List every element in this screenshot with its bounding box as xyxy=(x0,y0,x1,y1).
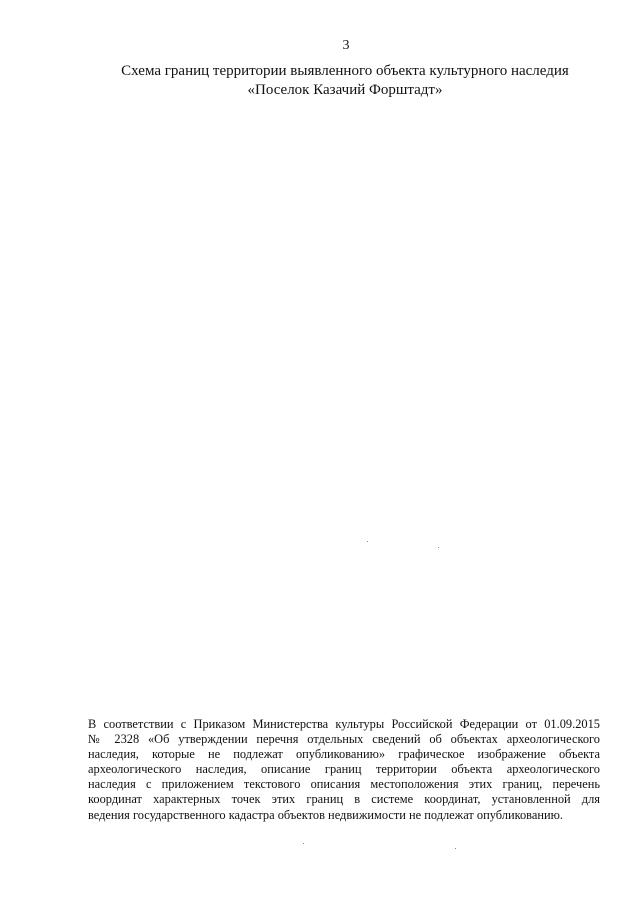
title-line-1: Схема границ территории выявленного объекта культурного наследия xyxy=(121,63,569,79)
notice-line-3: наследия, которые не подлежат опубликованию» графическое изображение объекта xyxy=(88,747,600,762)
title-line-2: «Поселок Казачий Форштадт» xyxy=(247,82,443,98)
scan-speck xyxy=(367,541,368,542)
scan-speck xyxy=(455,848,456,849)
scan-speck xyxy=(303,843,304,844)
notice-line-2: № 2328 «Об утверждении перечня отдельных сведений об объектах археологического xyxy=(88,732,600,747)
notice-line-1: В соответствии с Приказом Министерства культуры Российской Федерации от 01.09.2015 xyxy=(88,717,600,731)
scan-speck xyxy=(438,547,439,548)
publication-restriction-notice xyxy=(88,717,600,823)
notice-line-6: координат характерных точек этих границ в системе координат, установленной для xyxy=(88,792,600,807)
page-number: 3 xyxy=(342,38,350,53)
notice-line-4: археологического наследия, описание границ территории объекта археологического xyxy=(88,762,600,777)
notice-line-7: ведения государственного кадастра объектов недвижимости не подлежат опубликованию. xyxy=(88,807,563,822)
document-title xyxy=(110,62,580,100)
notice-line-5: наследия с приложением текстового описания местоположения этих границ, перечень xyxy=(88,777,600,792)
